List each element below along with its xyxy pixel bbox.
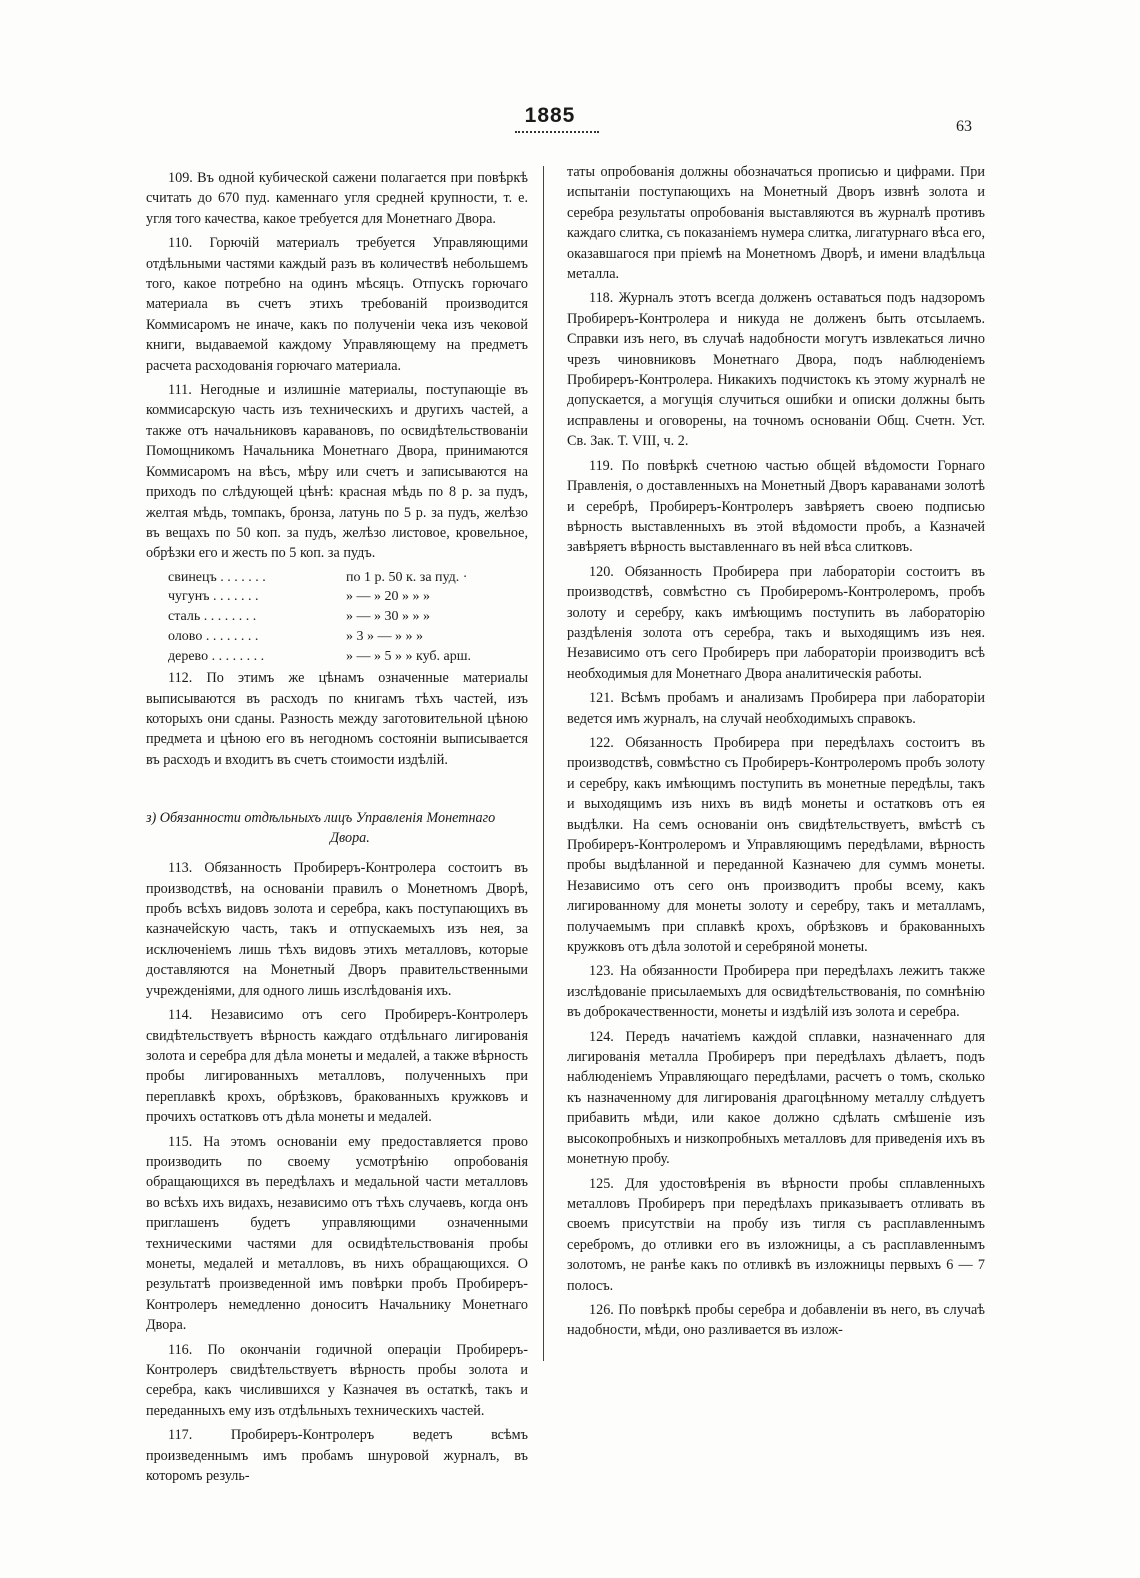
paragraph-122: 122. Обязанность Пробирера при передѣлахъ состоитъ въ производствѣ, совмѣстно съ Пробиреръ-Контролеромъ пробъ золоту и серебру, какъ имѣющимъ поступить въ монетные передѣлы, такъ и выходящимъ изъ нихъ въ видѣ монеты и остатковъ отъ ея выдѣлки. На семъ основаніи онъ свидѣтельствуетъ, вмѣстѣ съ Пробиреръ-Контролеромъ и Управляющимъ передѣлами, вѣрность пробы выдѣланной и переданной Казначею для суммъ монеты. Независимо отъ сего онъ производитъ пробы всему, какъ лигированному для монеты золоту и серебру, такъ и металламъ, получаемымъ при сплавкѣ крохъ, обрѣзковъ и бракованныхъ кружковъ отъ дѣла золотой и серебряной монеты. — [567, 734, 985, 956]
paragraph-111: 111. Негодные и излишніе материалы, поступающіе въ коммисарскую часть изъ техническихъ и другихъ частей, а также отъ начальниковъ каравановъ, по освидѣтельствованіи Помощникомъ Начальника Монетнаго Двора, принимаются Коммисаромъ на вѣсъ, мѣру или счетъ и записываются на приходъ по слѣдующей цѣнѣ: красная мѣдь по 8 р. за пудъ, желтая мѣдь, томпакъ, бронза, латунь по 5 р. за пудъ, желѣзо въ вещахъ по 50 коп. за пудъ, желѣзо листовое, кровельное, обрѣзки его и жесть по 5 коп. за пудъ. — [146, 382, 528, 562]
paragraph-112: 112. По этимъ же цѣнамъ означенные материалы выписываются въ расходъ по книгамъ тѣхъ частей, изъ которыхъ они сданы. Разность между заготовительной цѣною предмета и цѣною его въ негодномъ состояніи выписывается въ расходъ и входитъ въ счетъ стоимости издѣлій. — [146, 670, 528, 768]
paragraph-126: 126. По повѣркѣ пробы серебра и добавленіи въ него, въ случаѣ надобности, мѣди, оно разливается въ излож- — [567, 1301, 985, 1339]
paragraph-113: 113. Обязанность Пробиреръ-Контролера состоитъ въ производствѣ, на основаніи правилъ о Монетномъ Дворѣ, пробъ всѣхъ видовъ золота и серебра, какъ поступающихъ въ казначейскую часть, такъ и отпускаемыхъ изъ нея, за исключеніемъ лишь тѣхъ видовъ этихъ металловъ, которые доставляются на Монетный Дворъ правительственными учрежденіями, для одного лишь изслѣдованія ихъ. — [146, 860, 528, 999]
paragraph-117: 117. Пробиреръ-Контролеръ ведетъ всѣмъ произведеннымъ имъ пробамъ шнуровой журналъ, въ которомъ резуль- — [146, 1427, 528, 1485]
table-row — [146, 627, 528, 647]
table-row — [146, 587, 528, 607]
material-name: дерево . . . . . . . . — [168, 648, 265, 664]
table-row — [146, 607, 528, 627]
paragraph-118: 118. Журналъ этотъ всегда долженъ оставаться подъ надзоромъ Пробиреръ-Контролера и никуда не долженъ быть отсылаемъ. Справки изъ него, въ случаѣ надобности могутъ извлекаться лично чрезъ чиновниковъ Монетнаго Двора, подъ наблюденіемъ Пробиреръ-Контролера. Никакихъ подчистокъ къ этому журналѣ не допускается, а могущія случиться ошибки и описки должны быть исправлены и оговорены, на точномъ основаніи Общ. Счетн. Уст. Св. Зак. Т. VIII, ч. 2. — [567, 290, 985, 450]
paragraph-124: 124. Передъ начатіемъ каждой сплавки, назначеннаго для лигированія металла Пробиреръ при передѣлахъ дѣлаетъ, подъ наблюденіемъ Управляющаго передѣлами, расчетъ о томъ, сколько къ назначенному для лигированія драгоцѣнному металлу слѣдуетъ прибавить мѣди, или какое должно сдѣлать смѣшеніе изъ высокопробныхъ и низкопробныхъ металловъ для приведенія ихъ въ монетную пробу. — [567, 1028, 985, 1168]
paragraph-116: 116. По окончаніи годичной операціи Пробиреръ-Контролеръ свидѣтельствуетъ вѣрность пробы золота и серебра, какъ числившихся у Казначея въ остаткѣ, такъ и переданныхъ ему изъ отдѣльныхъ техническихъ частей. — [146, 1341, 528, 1419]
right-column — [567, 162, 985, 1345]
material-price: » 3 » — » » » — [346, 628, 423, 644]
header-ornament-rule — [515, 131, 599, 133]
section-heading — [146, 808, 528, 848]
paragraph-123: 123. На обязанности Пробирера при передѣлахъ лежитъ также изслѣдованіе присылаемыхъ для освидѣтельствованія, по сомнѣнію въ доброкачественности, монеты и издѣлій изъ золота и серебра. — [567, 963, 985, 1021]
paragraph-114: 114. Независимо отъ сего Пробиреръ-Контролеръ свидѣтельствуетъ вѣрность каждаго отдѣльнаго лигированія золота и серебра для дѣла монеты и медалей, а также вѣрность пробы лигированныхъ металловъ, полученныхъ при переплавкѣ крохъ, обрѣзковъ, бракованныхъ кружковъ и прочихъ остатковъ отъ дѣла монеты и медалей. — [146, 1007, 528, 1126]
column-divider — [543, 166, 544, 1361]
material-price: » — » 5 » » куб. арш. — [346, 648, 472, 664]
paragraph-121: 121. Всѣмъ пробамъ и анализамъ Пробирера при лабораторіи ведется имъ журналъ, на случай необходимыхъ справокъ. — [567, 690, 985, 727]
table-row — [146, 647, 528, 667]
paragraph-110: 110. Горючій материалъ требуется Управляющими отдѣльными частями каждый разъ въ количествѣ небольшемъ того, какое потребно на одинъ мѣсяцъ. Отпускъ горючаго материала въ счетъ этихъ требованій производится Коммисаромъ не иначе, какъ по полученіи чека изъ чековой книги, выдаваемой каждому Управляющему на предметъ расчета расходованія горючаго материала. — [146, 235, 528, 374]
material-name: свинецъ . . . . . . . — [168, 569, 266, 585]
page-header-year: 1885 — [524, 104, 576, 127]
paragraph-125: 125. Для удостовѣренія въ вѣрности пробы сплавленныхъ металловъ Пробиреръ при передѣлахъ приказываетъ отливать въ своемъ присутствіи на пробу изъ тигля съ расплавленнымъ серебромъ, до отливки его въ изложницы, а съ расплавленнымъ золотомъ, не ранѣе какъ по отливкѣ въ изложницы первыхъ 6 — 7 полосъ. — [567, 1175, 985, 1294]
page-number: 63 — [956, 118, 972, 135]
material-name: олово . . . . . . . . — [168, 628, 259, 644]
table-row — [146, 568, 528, 588]
paragraph-115: 115. На этомъ основаніи ему предоставляется прово производить по своему усмотрѣнію опробованія обращающихся въ передѣлахъ и медальной части металловъ во всѣхъ ихъ видахъ, независимо отъ тѣхъ случаевъ, когда онъ приглашенъ будетъ управляющими означенными техническими частями для освидѣтельствованія пробы монеты, медалей и металловъ, въ нихъ обращающихся. О результатѣ произведенной имъ повѣрки пробъ Пробиреръ-Контролеръ немедленно доноситъ Начальнику Монетнаго Двора. — [146, 1133, 528, 1334]
section-heading-line2: Двора. — [330, 830, 370, 847]
material-price: » — » 20 » » » — [346, 589, 430, 605]
left-column — [146, 168, 528, 1490]
paragraph-120: 120. Обязанность Пробирера при лабораторіи состоитъ въ производствѣ, совмѣстно съ Пробиреромъ-Контролеромъ, пробъ золоту и серебру, какъ имѣющимъ поступить въ лабораторію раздѣленія золота отъ серебра, такъ и выходящимъ изъ нея. Независимо отъ сего Пробиреръ при лабораторіи производитъ всѣ необходимыя для Монетнаго Двора аналитическія работы. — [567, 563, 985, 682]
paragraph-119: 119. По повѣркѣ счетною частью общей вѣдомости Горнаго Правленія, о доставленныхъ на Монетный Дворъ караванами золотѣ и серебрѣ, Пробиреръ-Контролеръ завѣряетъ своею подписью вѣрность выставленныхъ въ этой вѣдомости пробъ, а Казначей завѣряетъ вѣрность выставленнаго въ ней вѣса слитковъ. — [567, 457, 985, 556]
paragraph-109: 109. Въ одной кубической сажени полагается при повѣркѣ считать до 670 пуд. каменнаго угля средней крупности, т. е. угля того качества, какое требуется для Монетнаго Двора. — [146, 170, 528, 227]
price-table — [146, 568, 528, 667]
material-price: по 1 р. 50 к. за пуд. · — [346, 569, 468, 585]
material-name: чугунъ . . . . . . . — [168, 589, 259, 605]
material-name: сталь . . . . . . . . — [168, 609, 257, 625]
material-price: » — » 30 » » » — [346, 609, 430, 625]
paragraph-117-continued: таты опробованія должны обозначаться прописью и цифрами. При испытаніи поступающихъ на Монетный Дворъ извнѣ золота и серебра результаты опробованія выставляются въ журналѣ противъ каждаго слитка, съ показаніемъ нумера слитка, лигатурнаго вѣса его, оказавшагося при пріемѣ на Монетномъ Дворѣ, и имени владѣльца металла. — [567, 164, 985, 283]
section-heading-line1: з) Обязанности отдѣльныхъ лицъ Управленія Монетнаго — [146, 810, 496, 827]
